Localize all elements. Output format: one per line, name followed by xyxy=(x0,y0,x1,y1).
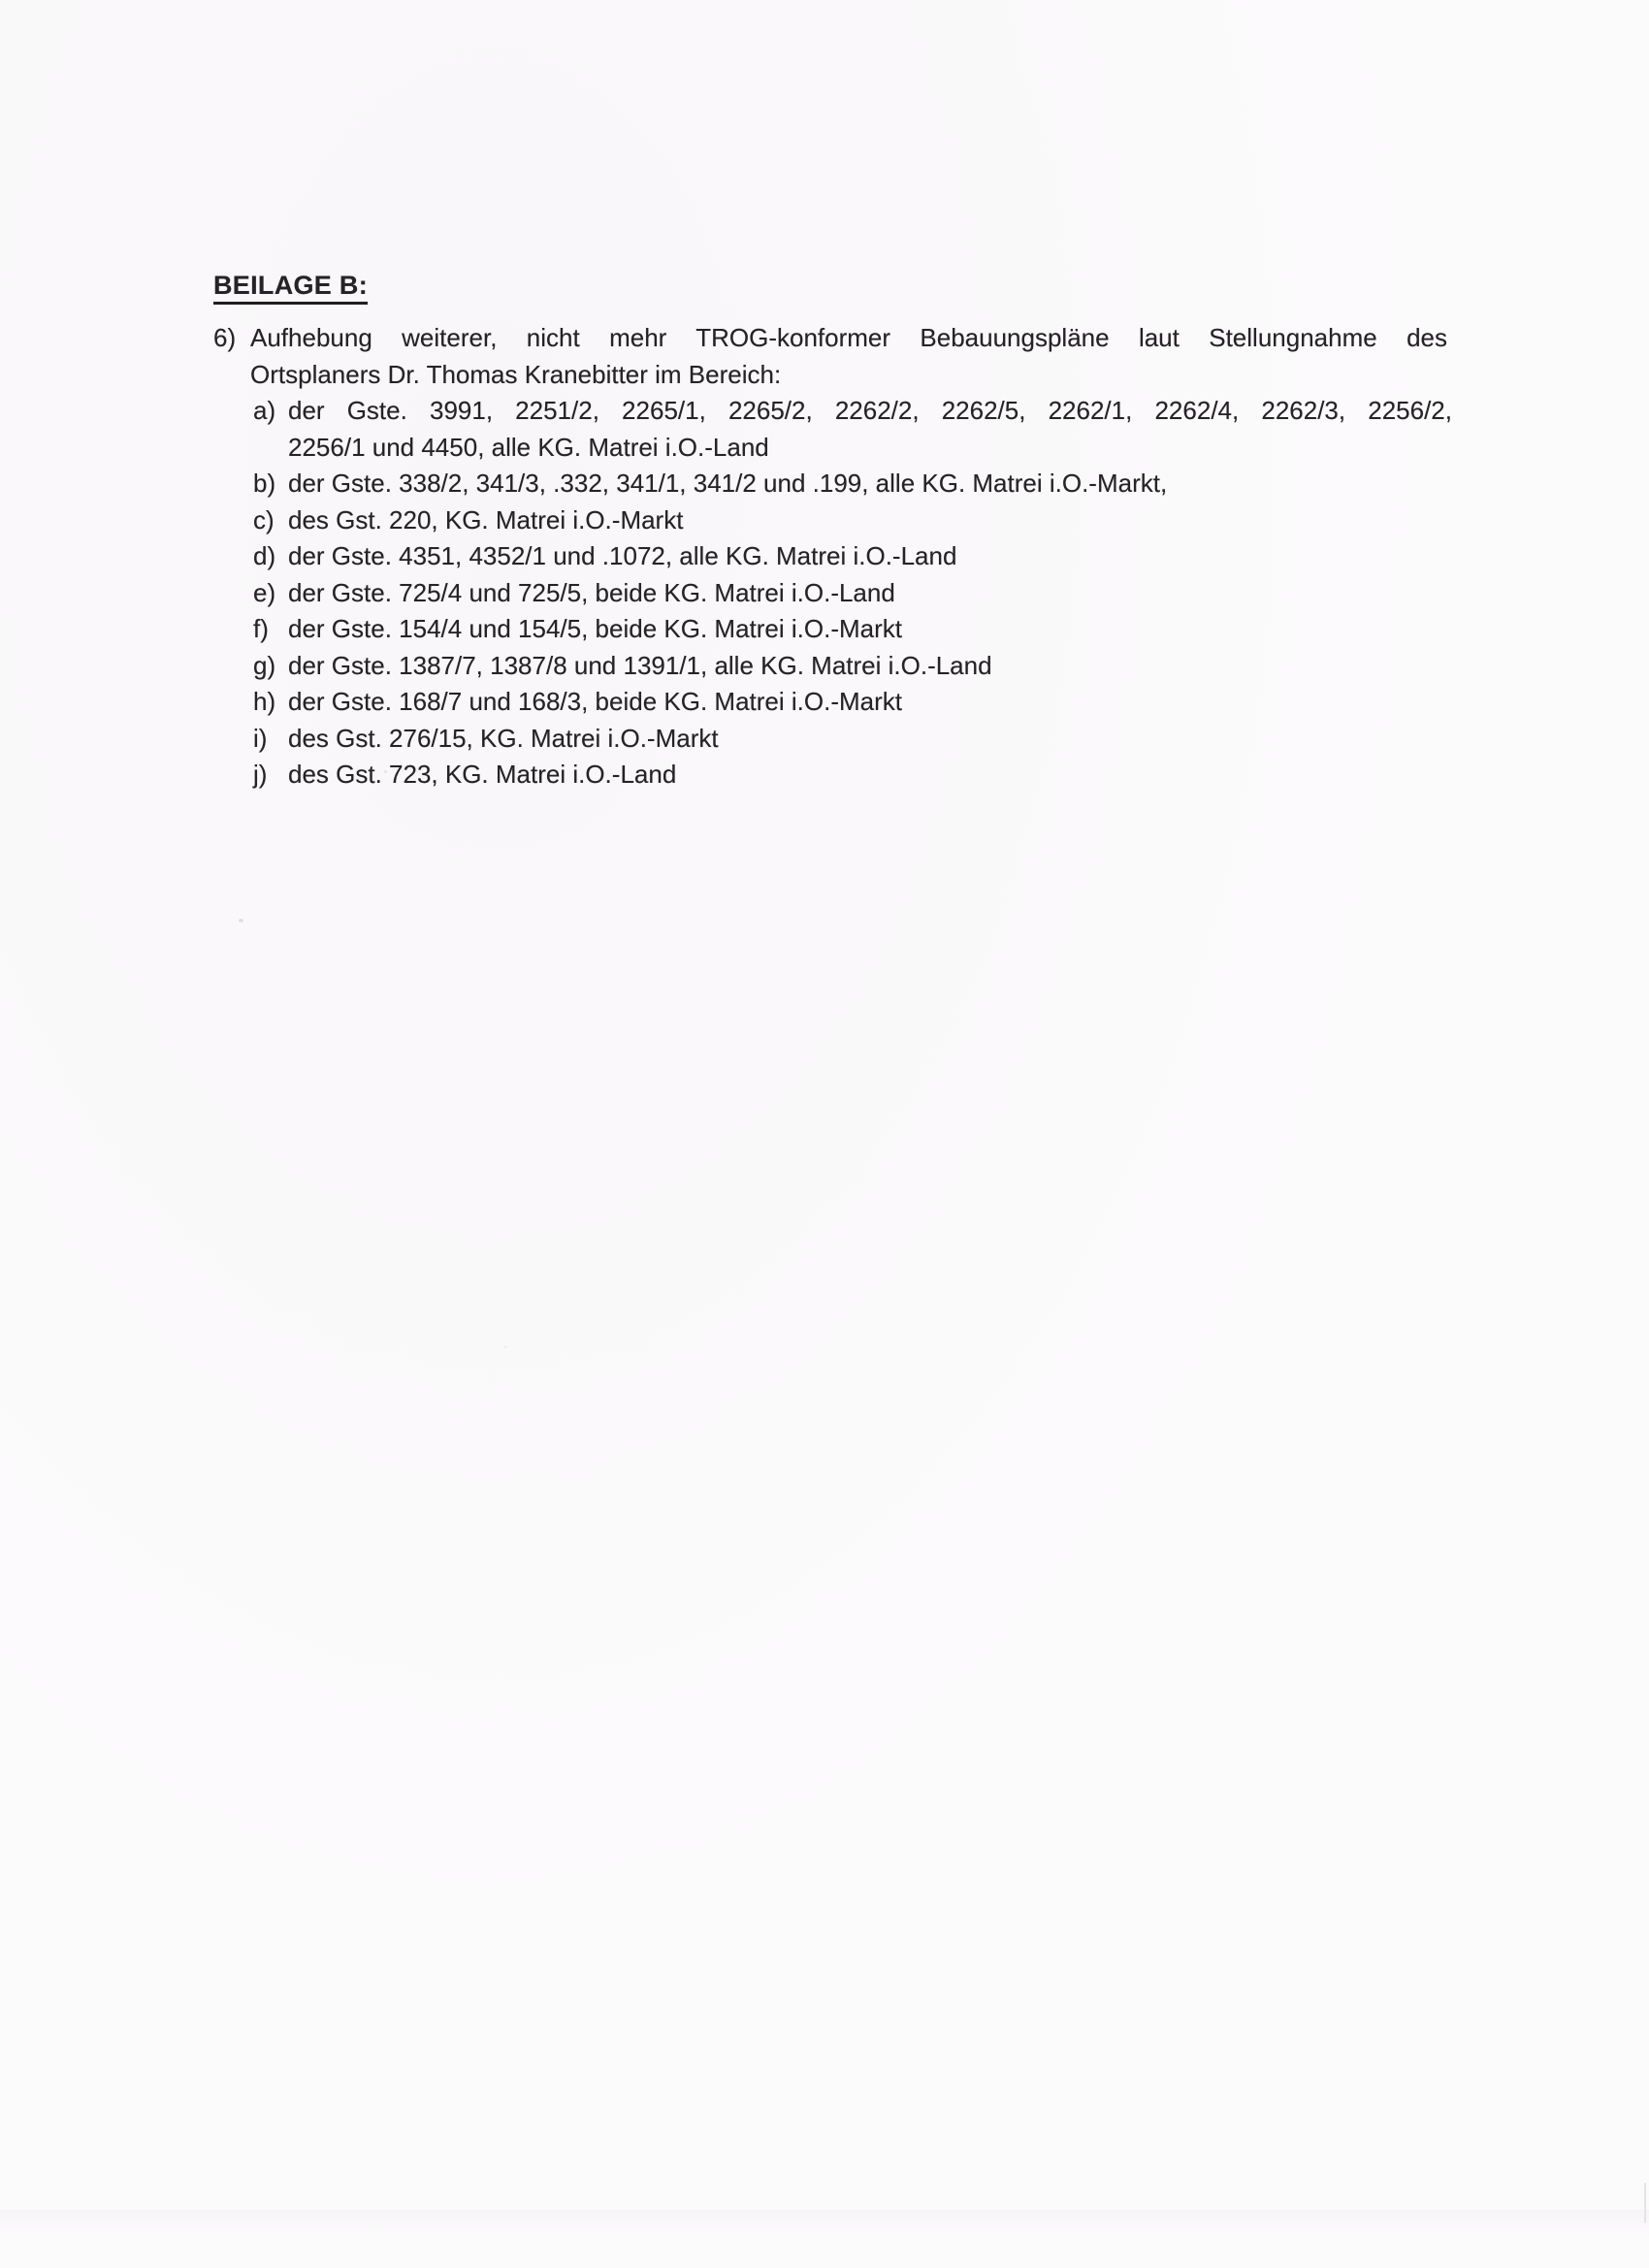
list-item-h xyxy=(253,684,1453,721)
list-item-text-line-1: der Gste. 3991, 2251/2, 2265/1, 2265/2, 2262/2, 2262/5, 2262/1, 2262/4, 2262/3, 2256/2, xyxy=(288,396,1452,425)
scan-noise-band xyxy=(0,2210,1649,2237)
list-item-label: i) xyxy=(253,723,268,753)
list-item-label: e) xyxy=(253,577,276,607)
list-item-text: des Gst. 276/15, KG. Matrei i.O.-Markt xyxy=(288,723,719,753)
list-item-text: der Gste. 725/4 und 725/5, beide KG. Matrei i.O.-Land xyxy=(288,577,895,607)
list-item-c xyxy=(253,502,1453,539)
item-text-line-1: Aufhebung weiterer, nicht mehr TROG-konformer Bebauungspläne laut Stellungnahme des xyxy=(250,323,1447,352)
scan-artifact xyxy=(239,919,243,923)
scan-edge-line xyxy=(1644,2183,1646,2223)
list-item-a xyxy=(253,393,1453,466)
list-item-text: des Gst. 220, KG. Matrei i.O.-Markt xyxy=(288,504,684,535)
list-item-text-line-2: 2256/1 und 4450, alle KG. Matrei i.O.-Land xyxy=(288,432,769,462)
list-item-text xyxy=(288,393,1452,466)
item-text-line-2: Ortsplaners Dr. Thomas Kranebitter im Bereich: xyxy=(250,359,782,389)
list-item-f xyxy=(253,611,1453,648)
list-item-b xyxy=(253,466,1453,502)
list-item-label: a) xyxy=(253,396,276,425)
list-item-i xyxy=(253,721,1453,758)
scan-artifact xyxy=(503,1345,507,1348)
list-item-label: b) xyxy=(253,469,276,498)
list-item-d xyxy=(253,538,1453,575)
list-item-text: des Gst. 723, KG. Matrei i.O.-Land xyxy=(288,760,677,789)
list-item-g xyxy=(253,648,1453,685)
list-item-text: der Gste. 1387/7, 1387/8 und 1391/1, alle KG. Matrei i.O.-Land xyxy=(288,650,992,680)
list-item-e xyxy=(253,575,1453,612)
list-item-label: j) xyxy=(253,760,268,789)
list-item-label: d) xyxy=(253,541,276,570)
sub-item-list xyxy=(253,393,1453,794)
list-item-j xyxy=(253,757,1453,794)
item-number: 6) xyxy=(213,323,237,352)
list-item-label: h) xyxy=(253,687,276,716)
document-content xyxy=(213,268,1453,794)
list-item-text: der Gste. 4351, 4352/1 und .1072, alle KG. Matrei i.O.-Land xyxy=(288,541,957,570)
list-item-label: f) xyxy=(253,614,269,643)
numbered-item-6 xyxy=(213,320,1453,393)
list-item-text: der Gste. 154/4 und 154/5, beide KG. Matrei i.O.-Markt xyxy=(288,614,902,643)
list-item-text: der Gste. 168/7 und 168/3, beide KG. Matrei i.O.-Markt xyxy=(288,687,902,716)
list-item-label: g) xyxy=(253,650,276,680)
list-item-text: der Gste. 338/2, 341/3, .332, 341/1, 341/2 und .199, alle KG. Matrei i.O.-Markt, xyxy=(288,469,1168,498)
list-item-label: c) xyxy=(253,504,275,535)
page-heading: BEILAGE B: xyxy=(213,271,368,305)
item-text xyxy=(250,320,1447,393)
